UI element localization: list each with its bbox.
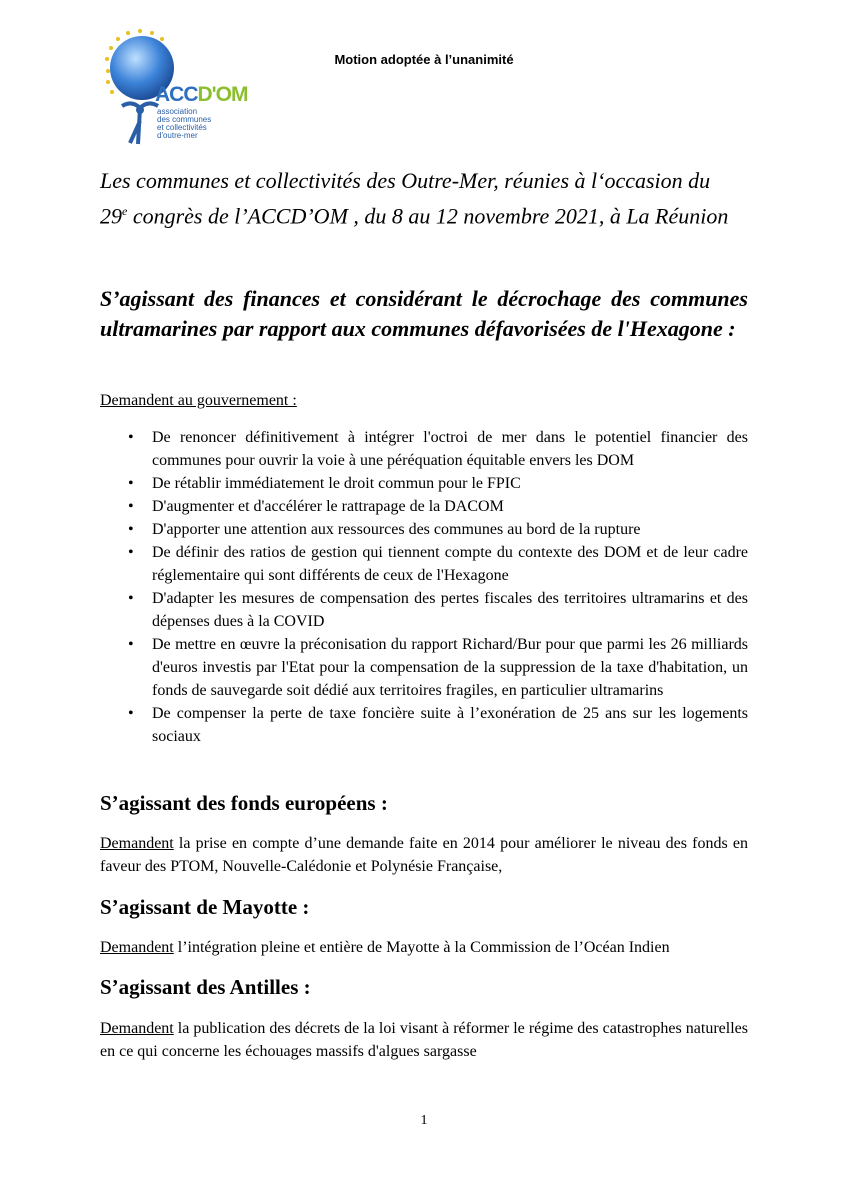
accdom-logo: [100, 26, 248, 146]
paragraph-text: la prise en compte d’une demande faite en 2014 pour améliorer le niveau des fonds en faveur des PTOM, Nouvelle-Calédonie et Polynésie Française,: [100, 835, 748, 875]
finances-heading: S’agissant des finances et considérant le décrochage des communes ultramarines par rapport aux communes défavorisées de l'Hexagone :: [100, 286, 748, 341]
antilles-paragraph: [100, 1017, 748, 1063]
list-item: [100, 541, 748, 587]
list-item-text: De compenser la perte de taxe foncière suite à l’exonération de 25 ans sur les logements sociaux: [152, 705, 748, 745]
list-item: [100, 472, 748, 495]
list-item-text: D'augmenter et d'accélérer le rattrapage de la DACOM: [152, 498, 504, 515]
bullet-icon: •: [128, 475, 134, 492]
list-item-text: D'apporter une attention aux ressources des communes au bord de la rupture: [152, 521, 641, 538]
bullet-icon: •: [128, 429, 134, 446]
intro-line-2: congrès de l’ACCD’OM , du 8 au 12 novembre 2021, à La Réunion: [127, 203, 729, 229]
list-item-text: De rétablir immédiatement le droit commun pour le FPIC: [152, 475, 521, 492]
bullet-icon: •: [128, 636, 134, 653]
demand-verb: Demandent: [100, 835, 174, 852]
demand-verb: Demandent: [100, 1020, 174, 1037]
logo-wordmark: ACCD'OM: [155, 83, 248, 106]
bullet-icon: •: [128, 590, 134, 607]
motion-header: Motion adoptée à l’unanimité: [334, 52, 514, 67]
logo-subtitle: association des communes et collectivités d'outre-mer: [157, 107, 212, 140]
demand-verb: Demandent: [100, 939, 174, 956]
paragraph-text: l’intégration pleine et entière de Mayotte à la Commission de l’Océan Indien: [173, 939, 670, 956]
list-item: [100, 518, 748, 541]
congress-number: 29: [100, 203, 122, 229]
antilles-heading: S’agissant des Antilles :: [100, 975, 311, 999]
list-item-text: De définir des ratios de gestion qui tiennent compte du contexte des DOM et de leur cadre réglementaire qui sont différents de ceux de l'Hexagone: [152, 544, 748, 584]
list-item: [100, 587, 748, 633]
congress-ordinal: e: [122, 204, 128, 218]
intro-text: [100, 166, 748, 231]
european-funds-paragraph: [100, 832, 748, 878]
list-item-text: De mettre en œuvre la préconisation du rapport Richard/Bur pour que parmi les 26 milliards d'euros investis par l'Etat pour la compensation de la suppression de la taxe d'habitation, un fonds de sauvegarde soit dédié aux territoires fragiles, en particulier ultramarins: [152, 636, 748, 699]
bullet-icon: •: [128, 544, 134, 561]
list-item-text: De renoncer définitivement à intégrer l'octroi de mer dans le potentiel financier des communes pour ouvrir la voie à une péréquation équitable envers les DOM: [152, 429, 748, 469]
page-number: 1: [420, 1113, 428, 1128]
finances-lead: Demandent au gouvernement :: [100, 392, 297, 409]
list-item: [100, 426, 748, 472]
list-item: [100, 702, 748, 748]
bullet-icon: •: [128, 705, 134, 722]
list-item: [100, 633, 748, 702]
mayotte-heading: S’agissant de Mayotte :: [100, 895, 310, 919]
paragraph-text: la publication des décrets de la loi visant à réformer le régime des catastrophes naturelles en ce qui concerne les échouages massifs d'algues sargasse: [100, 1020, 748, 1060]
list-item: [100, 495, 748, 518]
european-funds-heading: S’agissant des fonds européens :: [100, 791, 388, 815]
list-item-text: D'adapter les mesures de compensation des pertes fiscales des territoires ultramarins et des dépenses dues à la COVID: [152, 590, 748, 630]
finances-demands-list: [100, 426, 748, 748]
mayotte-paragraph: [100, 936, 748, 959]
bullet-icon: •: [128, 521, 134, 538]
intro-line-1: Les communes et collectivités des Outre-Mer, réunies à l‘occasion du: [100, 168, 711, 193]
bullet-icon: •: [128, 498, 134, 515]
